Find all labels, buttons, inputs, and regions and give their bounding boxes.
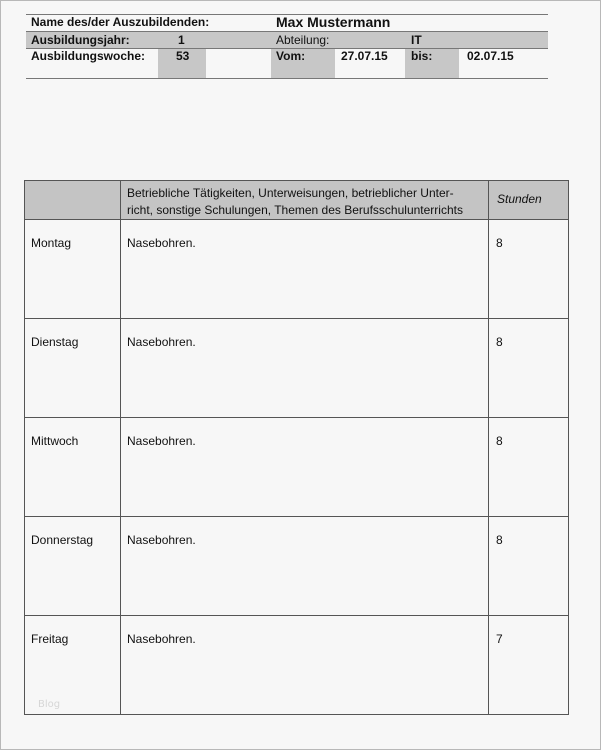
table-row xyxy=(25,418,569,517)
table-row xyxy=(25,517,569,616)
activity-text: Nasebohren. xyxy=(127,236,196,250)
header-activities-cell xyxy=(121,181,489,220)
name-label: Name des/der Auszubildenden: xyxy=(31,15,210,29)
hours-value: 8 xyxy=(496,434,503,448)
activity-cell[interactable] xyxy=(121,220,489,319)
activity-cell[interactable] xyxy=(121,418,489,517)
hours-value: 7 xyxy=(496,632,503,646)
hours-cell[interactable] xyxy=(489,418,569,517)
table-row xyxy=(25,220,569,319)
table-row xyxy=(25,616,569,715)
activity-cell[interactable] xyxy=(121,319,489,418)
weekly-report-table xyxy=(24,180,569,715)
header-hours-label: Stunden xyxy=(497,192,542,206)
day-cell[interactable] xyxy=(25,220,121,319)
day-cell[interactable] xyxy=(25,319,121,418)
day-label: Mittwoch xyxy=(31,434,79,448)
year-value: 1 xyxy=(178,33,185,47)
week-label: Ausbildungswoche: xyxy=(31,49,145,63)
name-value: Max Mustermann xyxy=(276,14,391,30)
hours-cell[interactable] xyxy=(489,517,569,616)
activity-cell[interactable] xyxy=(121,616,489,715)
header-hours-cell xyxy=(489,181,569,220)
header-bottom-rule xyxy=(26,78,548,79)
header-day-cell xyxy=(25,181,121,220)
hours-cell[interactable] xyxy=(489,616,569,715)
department-label: Abteilung: xyxy=(276,33,330,47)
watermark: Blog xyxy=(38,699,61,710)
hours-cell[interactable] xyxy=(489,220,569,319)
activity-text: Nasebohren. xyxy=(127,533,196,547)
hours-value: 8 xyxy=(496,533,503,547)
day-label: Montag xyxy=(31,236,72,250)
to-value: 02.07.15 xyxy=(467,49,514,63)
day-label: Dienstag xyxy=(31,335,79,349)
year-label: Ausbildungsjahr: xyxy=(31,33,130,47)
header-activities-line2: richt, sonstige Schulungen, Themen des Berufsschulunterrichts xyxy=(127,203,463,217)
from-value: 27.07.15 xyxy=(341,49,388,63)
activity-text: Nasebohren. xyxy=(127,434,196,448)
to-label: bis: xyxy=(411,49,433,63)
activity-cell[interactable] xyxy=(121,517,489,616)
activity-text: Nasebohren. xyxy=(127,632,196,646)
hours-value: 8 xyxy=(496,236,503,250)
hours-value: 8 xyxy=(496,335,503,349)
department-value: IT xyxy=(411,33,422,47)
day-label: Donnerstag xyxy=(31,533,94,547)
from-label: Vom: xyxy=(276,49,306,63)
day-cell[interactable] xyxy=(25,418,121,517)
header-activities-line1: Betriebliche Tätigkeiten, Unterweisungen, betrieblicher Unter- xyxy=(127,186,454,200)
table-row xyxy=(25,319,569,418)
day-cell[interactable] xyxy=(25,517,121,616)
hours-cell[interactable] xyxy=(489,319,569,418)
day-label: Freitag xyxy=(31,632,69,646)
activity-text: Nasebohren. xyxy=(127,335,196,349)
table-header-row xyxy=(25,181,569,220)
week-value: 53 xyxy=(176,49,190,63)
